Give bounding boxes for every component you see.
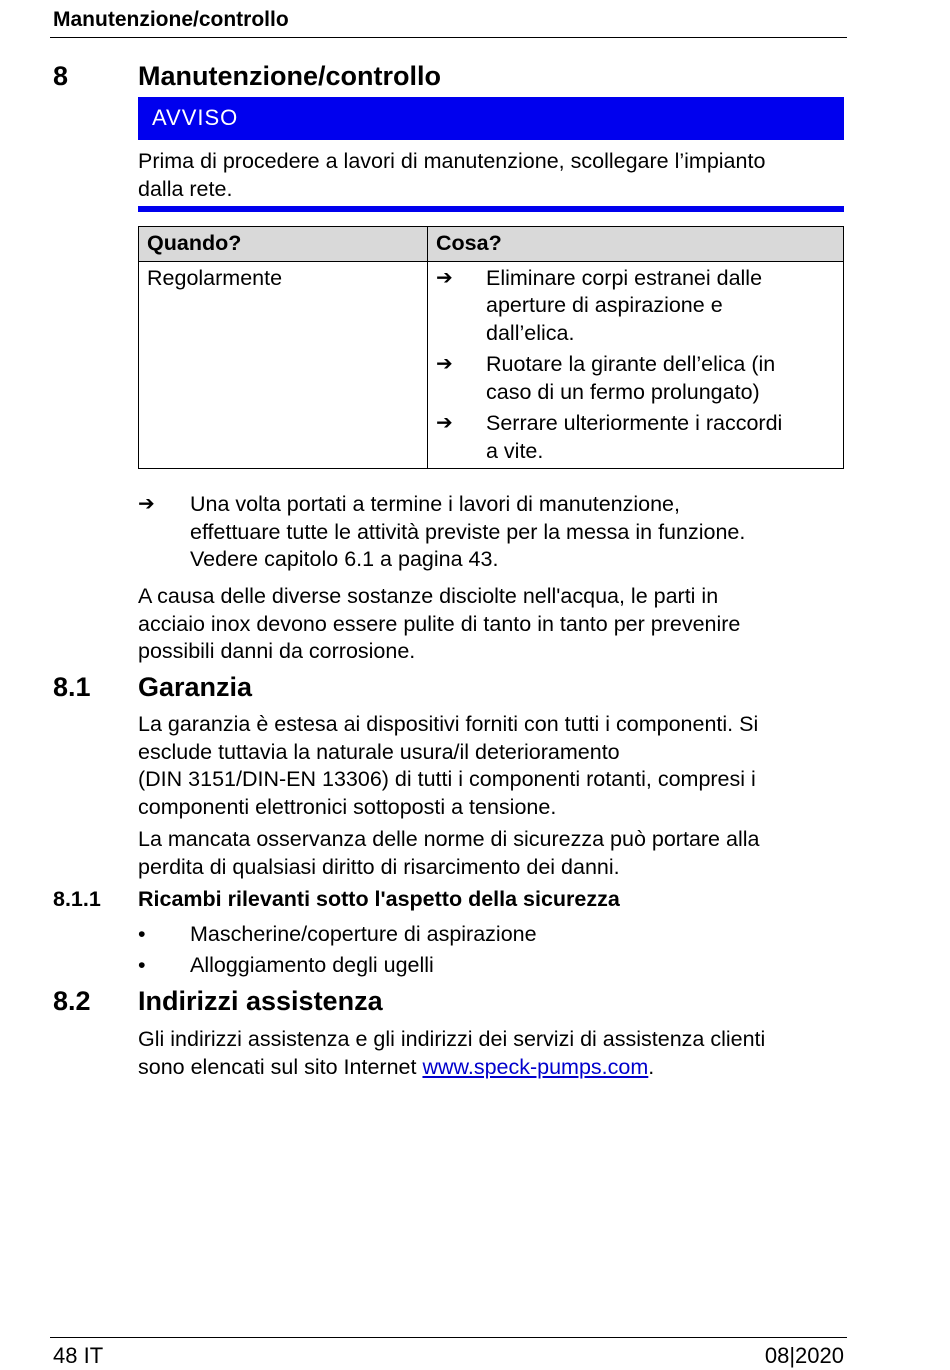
arrow-icon: ➔ xyxy=(436,266,453,289)
step-line: Una volta portati a termine i lavori di manutenzione, xyxy=(190,492,680,516)
item-line: a vite. xyxy=(486,438,544,463)
paragraph-line: (DIN 3151/DIN-EN 13306) di tutti i componenti rotanti, compresi i xyxy=(138,767,756,791)
item-line: caso di un fermo prolungato) xyxy=(486,379,760,404)
notice-label: AVVISO xyxy=(138,97,844,140)
warranty-paragraph xyxy=(138,711,848,821)
maintenance-step xyxy=(138,491,848,574)
service-paragraph xyxy=(138,1026,848,1081)
note-line: possibili danni da corrosione. xyxy=(138,639,416,663)
section-title: Indirizzi assistenza xyxy=(138,986,383,1016)
notice-text xyxy=(138,148,848,203)
table-header-row xyxy=(139,227,844,262)
bullet-icon: • xyxy=(138,922,146,946)
table-header-when: Quando? xyxy=(139,227,428,262)
item-line: dall’elica. xyxy=(486,320,575,345)
list-item xyxy=(436,265,835,348)
paragraph-line: Gli indirizzi assistenza e gli indirizzi dei servizi di assistenza clienti xyxy=(138,1027,766,1051)
paragraph-line: La mancata osservanza delle norme di sicurezza può portare alla xyxy=(138,827,760,851)
page-number: 48 IT xyxy=(53,1343,104,1368)
item-line: Serrare ulteriormente i raccordi xyxy=(486,411,783,435)
bullet-icon: • xyxy=(138,953,146,977)
bullet-item xyxy=(138,953,434,978)
table-cell-when: Regolarmente xyxy=(139,261,428,469)
paragraph-text: . xyxy=(648,1054,655,1079)
table-header-what: Cosa? xyxy=(428,227,844,262)
paragraph-line: La garanzia è estesa ai dispositivi forniti con tutti i componenti. Si xyxy=(138,712,759,736)
paragraph-text: sono elencati sul sito Internet xyxy=(138,1054,423,1079)
list-item xyxy=(436,410,835,465)
item-line: Ruotare la girante dell’elica (in xyxy=(486,352,776,376)
section-title: Garanzia xyxy=(138,672,253,702)
edition-date: 08|2020 xyxy=(764,1343,844,1368)
notice-text-line: dalla rete. xyxy=(138,176,233,201)
subsection-title: Ricambi rilevanti sotto l'aspetto della sicurezza xyxy=(138,887,620,911)
paragraph-line: componenti elettronici sottoposti a tensione. xyxy=(138,794,557,819)
step-line: effettuare tutte le attività previste per la messa in funzione. xyxy=(190,519,746,544)
item-line: aperture di aspirazione e xyxy=(486,293,723,317)
bullet-text: Alloggiamento degli ugelli xyxy=(190,953,434,977)
cleaning-note xyxy=(138,583,848,666)
note-line: acciaio inox devono essere pulite di tanto in tanto per prevenire xyxy=(138,611,741,636)
paragraph-line: esclude tuttavia la naturale usura/il deterioramento xyxy=(138,739,620,764)
bullet-item xyxy=(138,922,537,947)
maintenance-table xyxy=(138,226,844,469)
warranty-paragraph-2 xyxy=(138,826,848,881)
chapter-title: Manutenzione/controllo xyxy=(138,61,441,91)
chapter-number: 8 xyxy=(53,61,69,91)
notice-bottom-rule xyxy=(138,206,844,212)
table-cell-what xyxy=(428,261,844,469)
note-line: A causa delle diverse sostanze disciolte nell'acqua, le parti in xyxy=(138,584,719,608)
list-item xyxy=(436,351,835,406)
footer-rule xyxy=(50,1337,847,1338)
website-link[interactable]: www.speck-pumps.com xyxy=(422,1054,649,1079)
running-head: Manutenzione/controllo xyxy=(53,8,289,31)
arrow-icon: ➔ xyxy=(436,353,453,375)
notice-text-line: Prima di procedere a lavori di manutenzione, scollegare l’impianto xyxy=(138,149,766,173)
section-number: 8.2 xyxy=(53,986,91,1016)
item-line: Eliminare corpi estranei dalle xyxy=(486,265,763,290)
step-line: Vedere capitolo 6.1 a pagina 43. xyxy=(190,547,499,571)
paragraph-line xyxy=(138,1054,848,1082)
bullet-text: Mascherine/coperture di aspirazione xyxy=(190,922,537,946)
paragraph-line: perdita di qualsiasi diritto di risarcimento dei danni. xyxy=(138,854,620,879)
table-row xyxy=(139,261,844,469)
section-number: 8.1 xyxy=(53,672,91,702)
header-rule xyxy=(50,37,847,38)
arrow-icon: ➔ xyxy=(436,412,453,434)
subsection-number: 8.1.1 xyxy=(53,887,101,911)
arrow-icon: ➔ xyxy=(138,493,155,515)
